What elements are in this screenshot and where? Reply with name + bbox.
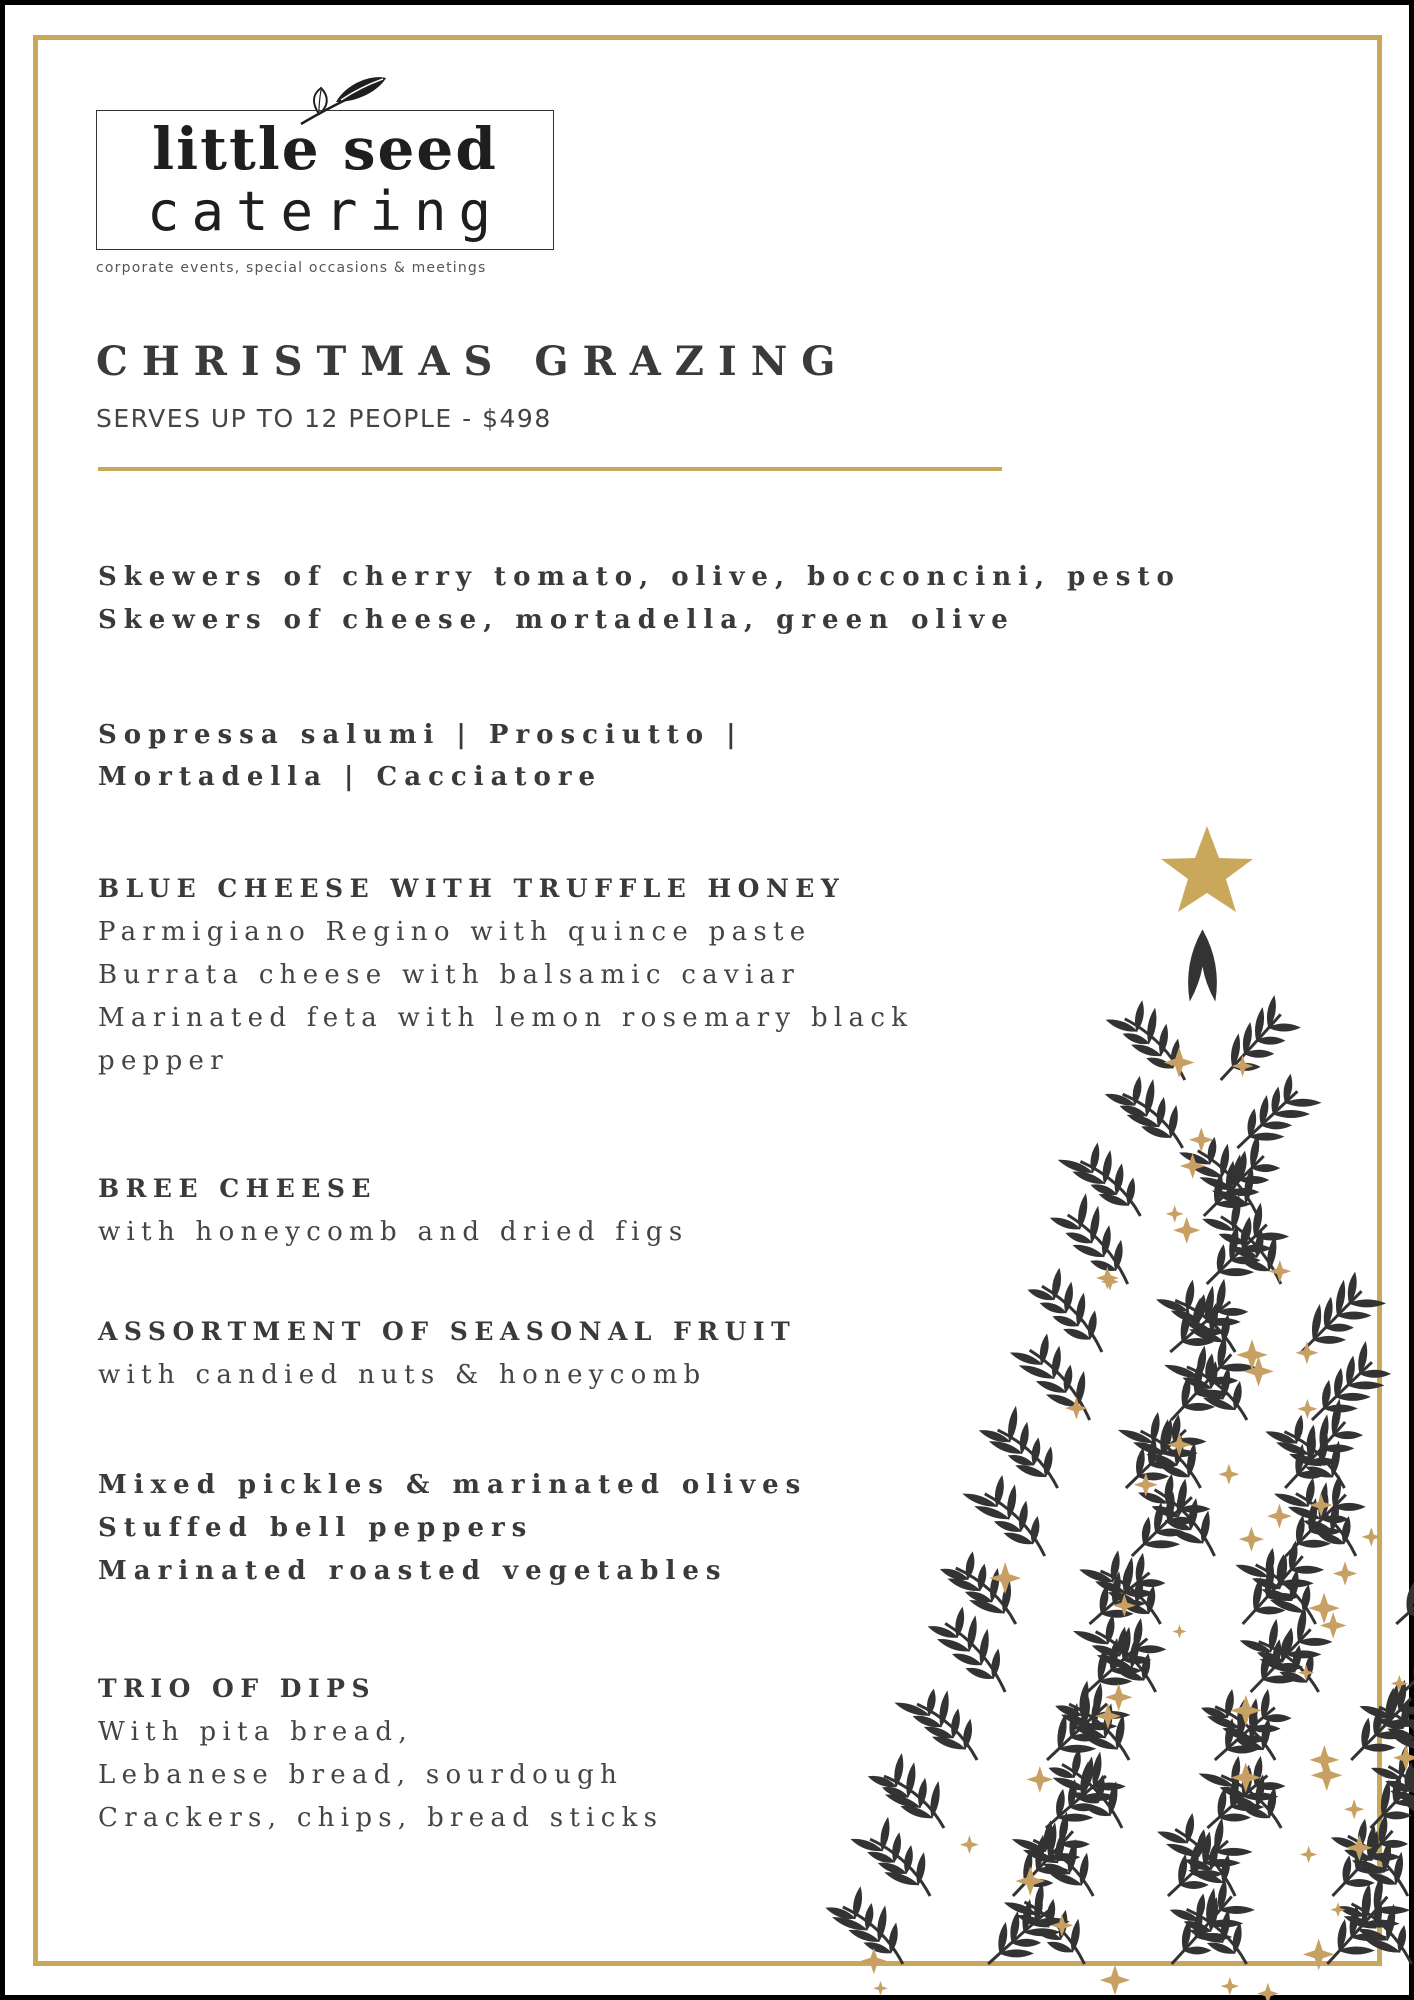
sparkle-star (1180, 1153, 1206, 1179)
leaf-shape (938, 1640, 969, 1651)
leaf-shape (1133, 1077, 1141, 1105)
leaf-shape (925, 1727, 953, 1738)
logo-tagline: corporate events, special occasions & meetings (96, 260, 487, 276)
leaf-shape (850, 1930, 879, 1941)
leaf-shape (1005, 1533, 1033, 1544)
menu-line: Mortadella | Cacciatore (98, 762, 603, 792)
leaf-shape (1233, 1382, 1241, 1409)
leaf-shape (1119, 1430, 1152, 1442)
leaf-shape (976, 1507, 1009, 1519)
leaf-shape (1151, 1413, 1159, 1442)
leaf-shape (1262, 1719, 1270, 1749)
sparkle-star (1311, 1759, 1343, 1791)
leaf-shape (1100, 1195, 1129, 1206)
sparkle-star (1344, 1799, 1364, 1819)
menu-line: Burrata cheese with balsamic caviar (98, 960, 801, 990)
logo-wordmark-line2: catering (146, 180, 504, 243)
leaf-shape (1295, 1416, 1303, 1443)
leaf-shape (1299, 1638, 1332, 1645)
leaf-shape (1040, 1335, 1048, 1364)
menu-line: Skewers of cherry tomato, olive, bocconcini, pesto (98, 562, 1181, 592)
leaf-shape (1074, 1245, 1104, 1256)
leaf-shape (1216, 1848, 1251, 1855)
leaf-shape (1053, 1316, 1077, 1326)
leaf-shape (1242, 1261, 1269, 1271)
leaf-shape (1041, 1303, 1066, 1313)
leaf-shape (1277, 1443, 1308, 1454)
leaf-shape (1074, 1172, 1105, 1183)
sparkle-star (1026, 1766, 1053, 1793)
sparkle-star (1173, 1217, 1200, 1244)
brand-logo (96, 72, 556, 282)
star-icon (1161, 826, 1253, 912)
leaf-shape (1114, 1241, 1122, 1270)
leaf-shape (1338, 1312, 1371, 1319)
leaf-shape (1198, 1347, 1206, 1378)
leaf-shape (949, 1579, 980, 1590)
leaf-shape (1363, 1744, 1394, 1751)
leaf-shape (1306, 1479, 1314, 1506)
menu-line: Marinated roasted vegetables (98, 1556, 728, 1586)
leaf-shape (1080, 1854, 1088, 1885)
leaf-shape (995, 1521, 1021, 1531)
leaf-shape (956, 1608, 964, 1637)
leaf-shape (1064, 1329, 1090, 1339)
leaf-shape (1201, 1512, 1209, 1543)
leaf-shape (868, 1852, 894, 1862)
sparkle-star (1361, 1527, 1381, 1547)
leaf-shape (895, 1754, 903, 1786)
leaf-shape (1124, 1034, 1149, 1044)
leaf-shape (967, 1668, 994, 1678)
leaf-shape (1208, 1943, 1235, 1953)
leaf-shape (1219, 1269, 1253, 1276)
leaf-shape (896, 1703, 929, 1715)
leaf-shape (1121, 1106, 1147, 1116)
leaf-shape (1009, 1455, 1034, 1465)
leaf-shape (1074, 1632, 1107, 1644)
leaf-shape (1127, 1179, 1135, 1205)
leaf-shape (1000, 1950, 1033, 1957)
leaf-shape (1314, 1336, 1345, 1343)
leaf-shape (886, 1873, 919, 1885)
leaf-shape (1348, 1382, 1383, 1389)
leaf-shape (1031, 1517, 1039, 1543)
menu-line: Skewers of cheese, mortadella, green olive (98, 605, 1015, 635)
sparkle-star (1172, 1624, 1186, 1638)
leaf-shape (1287, 1651, 1320, 1658)
leaf-shape (889, 1924, 897, 1953)
sparkle-star (1221, 1977, 1240, 1996)
sparkle-star (1239, 1526, 1264, 1551)
leaf-shape (1233, 1923, 1241, 1953)
menu-line: Sopressa salumi | Prosciutto | (98, 720, 743, 750)
leaf-shape (1132, 1045, 1161, 1056)
menu-line: Parmigiano Regino with quince paste (98, 917, 812, 947)
sparkle-star (1303, 1939, 1335, 1971)
leaf-shape (1059, 1745, 1095, 1752)
leaf-shape (1134, 1443, 1164, 1454)
leaf-shape (1298, 1540, 1330, 1547)
leaf-shape (1048, 1942, 1073, 1952)
leaf-shape (1169, 1106, 1177, 1137)
leaf-shape (1285, 1099, 1320, 1106)
menu-title: CHRISTMAS GRAZING (96, 338, 850, 385)
leaf-shape (966, 1552, 974, 1579)
sparkle-star (1267, 1504, 1292, 1529)
leaf-shape (1249, 1133, 1283, 1140)
leaf-shape (854, 1887, 862, 1918)
leaf-shape (1268, 1788, 1276, 1818)
leaf-shape (1077, 1372, 1085, 1406)
leaf-shape (1079, 1195, 1087, 1229)
leaf-shape (1053, 1269, 1061, 1299)
logo-wordmark-line1: little seed (152, 115, 498, 183)
menu-line: Mixed pickles & marinated olives (98, 1470, 808, 1500)
leaf-shape (852, 1839, 882, 1850)
leaf-shape (1142, 1127, 1170, 1138)
leaf-shape (1208, 1138, 1216, 1164)
christmas-tree-leaves-illustration (820, 820, 1414, 2000)
leaf-shape (1044, 1448, 1052, 1477)
leaf-shape (1268, 1237, 1276, 1271)
leaf-shape (1099, 1678, 1131, 1685)
leaf-shape (1147, 1587, 1155, 1614)
menu-line: Crackers, chips, bread sticks (98, 1803, 664, 1833)
leaf-shape (881, 1818, 889, 1851)
leaf-shape (1226, 1690, 1234, 1717)
leaf-shape (1172, 1532, 1202, 1543)
leaf-shape (914, 1716, 941, 1726)
leaf-shape (931, 1782, 939, 1817)
leaf-shape (1339, 1947, 1373, 1954)
sparkle-star (960, 1835, 979, 1854)
menu-line: Stuffed bell peppers (98, 1513, 534, 1543)
leaf-shape (990, 1442, 1021, 1454)
sparkle-star (1218, 1464, 1239, 1485)
leaf-shape (933, 1737, 965, 1749)
leaf-shape (879, 1863, 906, 1873)
menu-line: With pita bread, (98, 1717, 413, 1747)
menu-section-heading: BREE CHEESE (98, 1174, 377, 1203)
leaf-shape (1066, 1233, 1091, 1243)
leaf-shape (964, 1494, 997, 1506)
leaf-shape (917, 1853, 925, 1884)
leaf-shape (1071, 1920, 1079, 1952)
menu-line: Lebanese bread, sourdough (98, 1760, 624, 1790)
leaf-shape (1201, 931, 1216, 1000)
sparkle-star (1100, 1965, 1130, 1995)
menu-section-heading: BLUE CHEESE WITH TRUFFLE HONEY (98, 874, 846, 903)
leaf-shape (992, 1650, 1000, 1679)
gold-divider (98, 467, 1002, 471)
leaf-shape (1050, 1873, 1081, 1884)
leaf-shape (1269, 1024, 1300, 1031)
sparkle-star (1300, 1846, 1317, 1863)
menu-line: with honeycomb and dried figs (98, 1217, 689, 1247)
leaf-shape (1106, 1616, 1114, 1644)
menu-subtitle-price: SERVES UP TO 12 PEOPLE - $498 (96, 404, 552, 433)
leaf-shape (995, 1476, 1003, 1506)
leaf-shape (902, 1806, 932, 1817)
leaf-shape (1186, 1814, 1194, 1842)
leaf-shape (1128, 1115, 1159, 1126)
menu-line: pepper (98, 1046, 229, 1076)
menu-line: with candied nuts & honeycomb (98, 1360, 707, 1390)
sparkle-star (1257, 1983, 1279, 2000)
leaf-shape (1186, 1322, 1211, 1332)
leaf-shape (1350, 1300, 1385, 1307)
leaf-shape (1106, 1094, 1135, 1105)
menu-section-heading: ASSORTMENT OF SEASONAL FRUIT (98, 1317, 797, 1346)
sparkle-star (1333, 1561, 1357, 1585)
leaf-shape (1016, 1466, 1045, 1477)
menu-section-heading: TRIO OF DIPS (98, 1674, 377, 1703)
leaf-shape (1088, 1312, 1096, 1339)
leaf-shape (1091, 1144, 1099, 1173)
leaf-shape (1037, 1382, 1066, 1393)
sparkle-star (1166, 1205, 1184, 1223)
leaf-shape (1116, 1716, 1124, 1749)
leaf-shape (1273, 1111, 1308, 1118)
sparkle-star (1243, 1356, 1273, 1386)
leaf-shape (1020, 1366, 1054, 1378)
menu-line: Marinated feta with lemon rosemary black (98, 1003, 914, 1033)
sparkle-star (873, 1981, 888, 1996)
leaf-shape (1047, 1395, 1077, 1406)
leaf-shape (1092, 1185, 1117, 1195)
leaf-shape (1183, 1403, 1213, 1410)
leaf-shape (1102, 1610, 1133, 1617)
leaf-shape (964, 1720, 972, 1749)
leaf-shape (1091, 1261, 1115, 1271)
leaf-shape (1135, 1001, 1143, 1031)
leaf-shape (1009, 1407, 1017, 1441)
leaf-shape (1220, 1906, 1254, 1913)
sparkle-star (1331, 1902, 1346, 1917)
leaf-shape (1187, 1444, 1195, 1477)
leaf-shape (1398, 1926, 1406, 1952)
leaf-shape (970, 1601, 1003, 1613)
leaf-shape (953, 1654, 981, 1665)
leaf-shape (1186, 1281, 1194, 1311)
leaf-shape (1267, 1432, 1297, 1443)
leaf-shape (1144, 1541, 1179, 1548)
leaf-shape (1336, 1393, 1369, 1400)
leaf-shape (865, 1943, 891, 1953)
sparkle-star (1295, 1341, 1318, 1364)
leaf-shape (1073, 1750, 1081, 1778)
